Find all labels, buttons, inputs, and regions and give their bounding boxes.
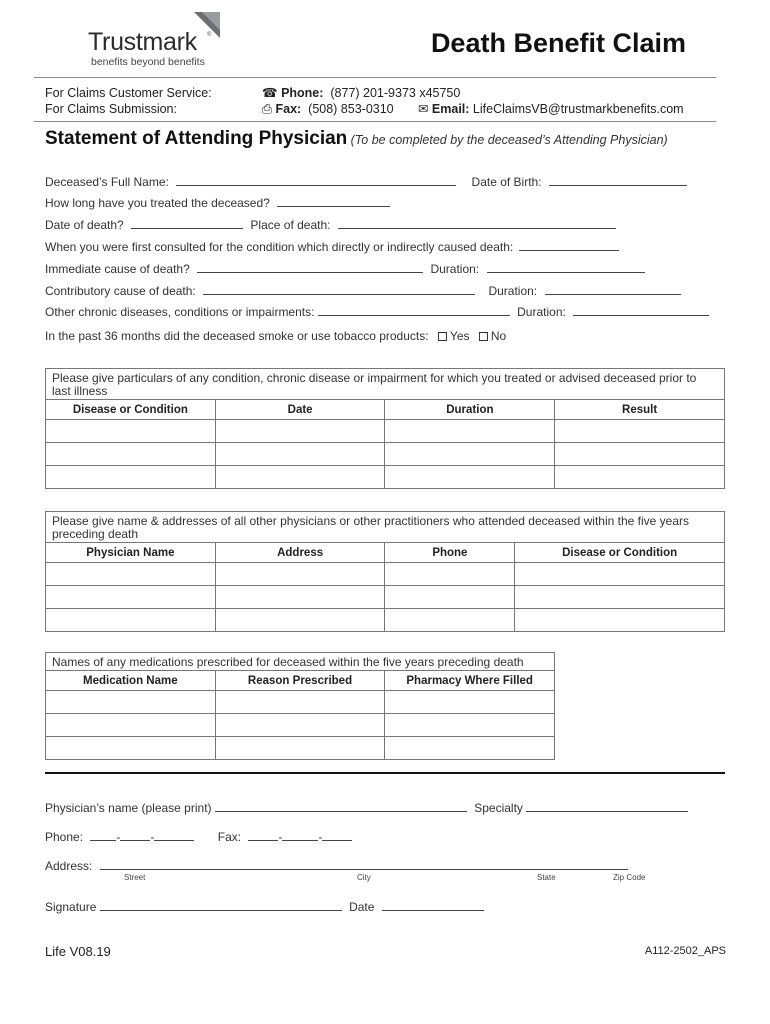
dob-label: Date of Birth:: [471, 175, 542, 189]
section-subtitle: (To be completed by the deceased’s Attending Physician): [350, 133, 668, 147]
table-row: [46, 737, 555, 760]
immediate-cause-field[interactable]: [197, 261, 423, 273]
table-header: Phone: [385, 543, 515, 563]
phone-area-field[interactable]: [90, 829, 116, 841]
table-cell[interactable]: [515, 609, 725, 632]
fax-icon: ⎙: [262, 102, 273, 116]
contact-labels: [45, 85, 212, 117]
table-header: Pharmacy Where Filled: [385, 671, 555, 691]
table-cell[interactable]: [385, 443, 555, 466]
other-physicians-caption: Please give name & addresses of all other physicians or other practitioners who attended deceased within the five years preceding death: [46, 512, 725, 543]
fax-email-row: [262, 101, 684, 117]
other-chronic-row: [45, 304, 709, 319]
table-header: Result: [555, 400, 725, 420]
table-cell[interactable]: [385, 691, 555, 714]
logo-tagline: benefits beyond benefits: [91, 56, 205, 68]
table-row: [46, 466, 725, 489]
contributory-cause-field[interactable]: [203, 283, 475, 295]
tobacco-no-checkbox[interactable]: [479, 332, 488, 341]
table-row: [46, 563, 725, 586]
treated-label: How long have you treated the deceased?: [45, 196, 270, 210]
table-cell[interactable]: [555, 466, 725, 489]
specialty-field[interactable]: [526, 800, 688, 812]
signature-date-label: Date: [349, 900, 375, 914]
section-title: Statement of Attending Physician: [45, 128, 348, 149]
table-cell[interactable]: [515, 563, 725, 586]
contributory-cause-label: Contributory cause of death:: [45, 284, 196, 298]
immediate-duration-field[interactable]: [487, 261, 645, 273]
place-of-death-label: Place of death:: [250, 218, 331, 232]
state-caption: State: [537, 873, 556, 882]
table-header: Medication Name: [46, 671, 216, 691]
full-name-label: Deceased’s Full Name:: [45, 175, 169, 189]
fax-area-field[interactable]: [248, 829, 278, 841]
first-consulted-row: [45, 239, 619, 254]
date-of-death-field[interactable]: [131, 217, 243, 229]
table-header: Physician Name: [46, 543, 216, 563]
phone-line-field[interactable]: [154, 829, 194, 841]
treated-field[interactable]: [277, 195, 390, 207]
table-cell[interactable]: [385, 466, 555, 489]
death-date-place-row: [45, 217, 616, 232]
email-label: Email:: [431, 102, 470, 116]
table-cell[interactable]: [46, 420, 216, 443]
physician-fax-label: Fax:: [217, 830, 242, 844]
claims-submission-label: For Claims Submission:: [45, 102, 177, 116]
table-header: Address: [215, 543, 385, 563]
logo-wordmark: Trustmark: [88, 28, 197, 56]
other-chronic-duration-label: Duration:: [517, 305, 566, 319]
table-header: Reason Prescribed: [215, 671, 385, 691]
form-code: A112-2502_APS: [644, 945, 726, 957]
tobacco-label: In the past 36 months did the deceased smoke or use tobacco products:: [45, 329, 429, 343]
section-divider: [45, 772, 725, 774]
signature-date-field[interactable]: [382, 899, 484, 911]
tobacco-row: [45, 329, 506, 343]
table-cell[interactable]: [46, 586, 216, 609]
other-chronic-label: Other chronic diseases, conditions or impairments:: [45, 305, 315, 319]
full-name-field[interactable]: [176, 174, 456, 186]
physician-phone-label: Phone:: [45, 830, 84, 844]
signature-field[interactable]: [100, 899, 342, 911]
other-chronic-field[interactable]: [318, 304, 510, 316]
phone-icon: ☎: [262, 86, 278, 100]
phone-value: (877) 201-9373 x45750: [330, 86, 461, 100]
physician-name-label: Physician’s name (please print): [45, 801, 212, 815]
signature-label: Signature: [45, 900, 97, 914]
table-cell[interactable]: [46, 737, 216, 760]
table-cell[interactable]: [515, 586, 725, 609]
fax-prefix-field[interactable]: [282, 829, 318, 841]
table-row: [46, 691, 555, 714]
medications-caption: Names of any medications prescribed for deceased within the five years preceding death: [46, 653, 555, 671]
tobacco-no-label: No: [490, 329, 507, 343]
table-cell[interactable]: [46, 443, 216, 466]
trustmark-logo: [88, 12, 228, 72]
table-cell[interactable]: [215, 420, 385, 443]
customer-service-label: For Claims Customer Service:: [45, 86, 212, 100]
first-consulted-label: When you were first consulted for the condition which directly or indirectly caused death:: [45, 240, 514, 254]
physician-name-field[interactable]: [215, 800, 467, 812]
fax-value: (508) 853-0310: [308, 102, 394, 116]
table-cell[interactable]: [46, 714, 216, 737]
tobacco-yes-checkbox[interactable]: [438, 332, 447, 341]
document-title: Death Benefit Claim: [430, 28, 686, 58]
table-cell[interactable]: [46, 609, 216, 632]
table-header: Disease or Condition: [515, 543, 725, 563]
first-consulted-field[interactable]: [519, 239, 619, 251]
other-chronic-duration-field[interactable]: [573, 304, 709, 316]
table-cell[interactable]: [555, 443, 725, 466]
contributory-duration-field[interactable]: [545, 283, 681, 295]
immediate-cause-label: Immediate cause of death?: [45, 262, 190, 276]
table-cell[interactable]: [555, 420, 725, 443]
table-cell[interactable]: [215, 443, 385, 466]
treated-row: [45, 195, 390, 210]
address-label: Address:: [45, 859, 93, 873]
immediate-duration-label: Duration:: [430, 262, 480, 276]
contact-details: [262, 85, 684, 117]
medications-table: [45, 652, 555, 760]
table-cell[interactable]: [215, 586, 385, 609]
place-of-death-field[interactable]: [338, 217, 616, 229]
tobacco-yes-label: Yes: [449, 329, 470, 343]
physician-phone-fax-row: Phone: - - Fax: - -: [45, 829, 352, 844]
form-version: Life V08.19: [45, 944, 111, 959]
header-divider: [34, 77, 716, 78]
table-cell[interactable]: [385, 714, 555, 737]
fax-label: Fax:: [275, 102, 302, 116]
table-cell[interactable]: [215, 737, 385, 760]
prior-conditions-table: [45, 368, 725, 489]
table-cell[interactable]: [385, 586, 515, 609]
zip-caption: Zip Code: [613, 873, 646, 882]
table-header: Date: [215, 400, 385, 420]
specialty-label: Specialty: [474, 801, 523, 815]
table-header: Disease or Condition: [46, 400, 216, 420]
other-physicians-table: [45, 511, 725, 632]
contributory-duration-label: Duration:: [488, 284, 538, 298]
dob-field[interactable]: [549, 174, 687, 186]
table-row: [46, 443, 725, 466]
section-heading: [45, 128, 715, 149]
phone-label: Phone:: [281, 86, 324, 100]
table-cell[interactable]: [46, 563, 216, 586]
table-cell[interactable]: [215, 466, 385, 489]
table-cell[interactable]: [385, 609, 515, 632]
immediate-cause-row: [45, 261, 645, 276]
physician-name-row: [45, 800, 688, 815]
full-name-row: [45, 174, 687, 189]
table-row: [46, 609, 725, 632]
email-link[interactable]: LifeClaimsVB@trustmarkbenefits.com: [472, 102, 684, 116]
table-header: Duration: [385, 400, 555, 420]
contact-divider: [34, 121, 716, 122]
table-cell[interactable]: [215, 563, 385, 586]
logo-trademark: ®: [207, 32, 212, 38]
table-cell[interactable]: [215, 691, 385, 714]
date-of-death-label: Date of death?: [45, 218, 124, 232]
table-row: [46, 586, 725, 609]
address-field[interactable]: [100, 858, 628, 870]
phone-row: [262, 85, 684, 101]
contributory-cause-row: [45, 283, 681, 298]
prior-conditions-caption: Please give particulars of any condition, chronic disease or impairment for which you treated or advised deceased prior to last illness: [46, 369, 725, 400]
signature-row: [45, 899, 484, 914]
address-row: [45, 858, 628, 873]
table-cell[interactable]: [46, 466, 216, 489]
phone-prefix-field[interactable]: [120, 829, 150, 841]
table-cell[interactable]: [385, 563, 515, 586]
table-row: [46, 714, 555, 737]
table-cell[interactable]: [46, 691, 216, 714]
fax-line-field[interactable]: [322, 829, 352, 841]
street-caption: Street: [124, 873, 146, 882]
table-cell[interactable]: [215, 714, 385, 737]
email-icon: ✉: [417, 102, 429, 116]
table-cell[interactable]: [385, 737, 555, 760]
table-cell[interactable]: [215, 609, 385, 632]
table-row: [46, 420, 725, 443]
table-cell[interactable]: [385, 420, 555, 443]
city-caption: City: [357, 873, 371, 882]
